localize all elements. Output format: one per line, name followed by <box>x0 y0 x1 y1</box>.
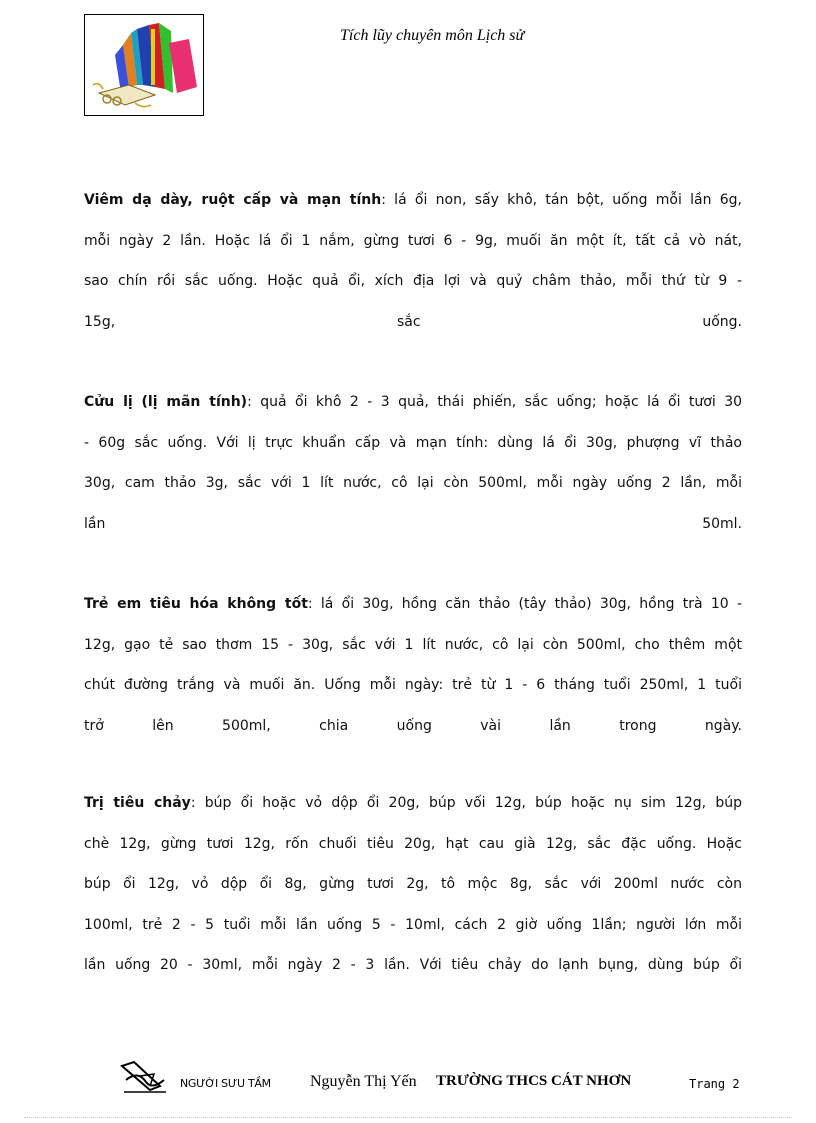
collector-label: NGƯỜI SƯU TẦM <box>180 1077 271 1090</box>
books-icon <box>85 15 203 115</box>
paragraph-text: : quả ổi khô 2 - 3 quả, thái phiến, sắc uống; hoặc lá ổi tươi 30 <box>247 394 743 410</box>
paragraph-lead: Trị tiêu chảy <box>84 795 191 811</box>
school-name: TRƯỜNG THCS CÁT NHƠN <box>436 1073 632 1089</box>
paragraph-line <box>84 783 742 824</box>
paragraph-line: - 60g sắc uống. Với lị trực khuẩn cấp và mạn tính: dùng lá ổi 30g, phượng vĩ thảo <box>84 434 742 451</box>
paragraph-line: 15g, sắc uống. <box>84 313 742 330</box>
paragraph-line: sao chín rồi sắc uống. Hoặc quả ổi, xích địa lợi và quỷ châm thảo, mỗi thứ từ 9 - <box>84 273 742 289</box>
paragraph-line: lần 50ml. <box>84 515 742 532</box>
paragraph-line: búp ổi 12g, vỏ dộp ổi 8g, gừng tươi 2g, tô mộc 8g, sắc với 200ml nước còn <box>84 876 742 892</box>
page-footer <box>120 1060 750 1100</box>
paragraph-line: 12g, gạo tẻ sao thơm 15 - 30g, sắc với 1 lít nước, cô lại còn 500ml, cho thêm một <box>84 636 742 653</box>
paragraph-line: chút đường trắng và muối ăn. Uống mỗi ngày: trẻ từ 1 - 6 tháng tuổi 250ml, 1 tuổi <box>84 677 742 693</box>
books-logo <box>84 14 204 116</box>
page-bottom-divider <box>24 1117 792 1118</box>
paragraph-lead: Cửu lị (lị mãn tính) <box>84 394 248 410</box>
paragraph-text: : búp ổi hoặc vỏ dộp ổi 20g, búp vối 12g, búp hoặc nụ sim 12g, búp <box>190 795 742 811</box>
paragraph-text: : lá ổi non, sấy khô, tán bột, uống mỗi lần 6g, <box>381 192 742 208</box>
paragraph-text: : lá ổi 30g, hồng căn thảo (tây thảo) 30g, hồng trà 10 - <box>307 596 742 612</box>
paragraph-chronic-dysentery <box>84 382 742 544</box>
pen-signature-icon <box>120 1060 170 1096</box>
paragraph-line: chè 12g, gừng tươi 12g, rốn chuối tiêu 20g, hạt cau già 12g, sắc đặc uống. Hoặc <box>84 835 742 852</box>
paragraph-line: lần uống 20 - 30ml, mỗi ngày 2 - 3 lần. Với tiêu chảy do lạnh bụng, dùng búp ổi <box>84 957 742 973</box>
author-name: Nguyễn Thị Yến <box>310 1073 417 1090</box>
paragraph-line: 100ml, trẻ 2 - 5 tuổi mỗi lần uống 5 - 10ml, cách 2 giờ uống 1lần; người lớn mỗi <box>84 916 742 933</box>
paragraph-lead: Trẻ em tiêu hóa không tốt <box>84 596 308 612</box>
paragraph-line: trở lên 500ml, chia uống vài lần trong ngày. <box>84 717 742 734</box>
page-number: Trang 2 <box>689 1077 740 1091</box>
paragraph-line: mỗi ngày 2 lần. Hoặc lá ổi 1 nắm, gừng tươi 6 - 9g, muối ăn một ít, tất cả vò nát, <box>84 232 742 249</box>
paragraph-diarrhea <box>84 783 742 986</box>
header-title: Tích lũy chuyên môn Lịch sử <box>340 27 525 44</box>
paragraph-child-digestion <box>84 584 742 746</box>
paragraph-line <box>84 180 742 221</box>
paragraph-gastritis <box>84 180 742 342</box>
paragraph-line <box>84 382 742 423</box>
paragraph-line: 30g, cam thảo 3g, sắc với 1 lít nước, cô lại còn 500ml, mỗi ngày uống 2 lần, mỗi <box>84 475 742 491</box>
paragraph-line <box>84 584 742 625</box>
paragraph-lead: Viêm dạ dày, ruột cấp và mạn tính <box>84 192 382 208</box>
